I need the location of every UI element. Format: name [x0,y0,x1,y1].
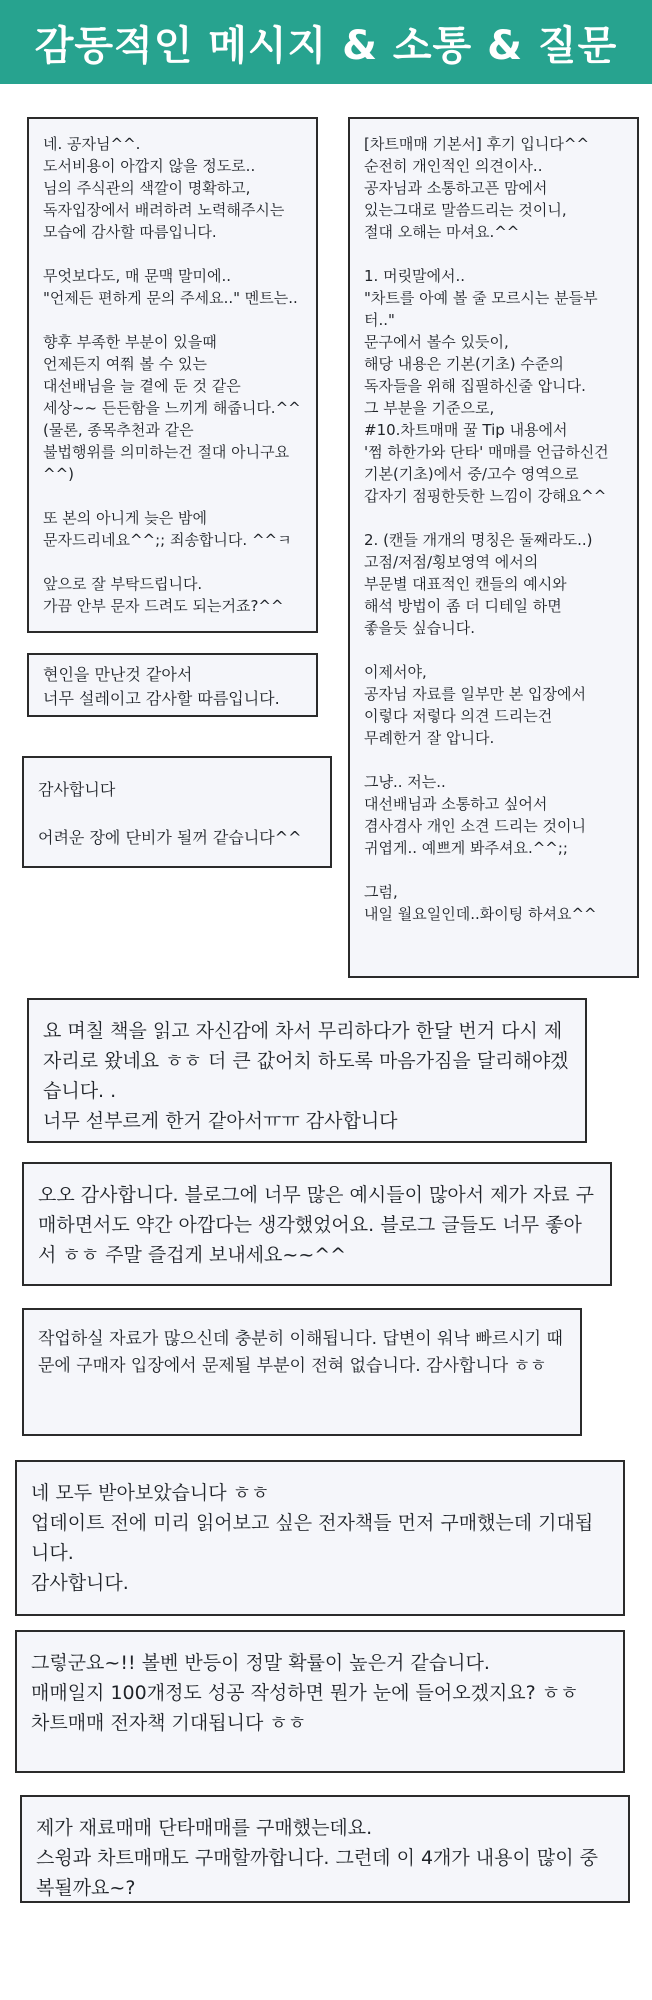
message-card: 제가 재료매매 단타매매를 구매했는데요. 스윙과 차트매매도 구매할까합니다. 그런데 이 4개가 내용이 많이 중복될까요~? [20,1795,630,1903]
message-card: 오오 감사합니다. 블로그에 너무 많은 예시들이 많아서 제가 자료 구매하면서도 약간 아깝다는 생각했었어요. 블로그 글들도 너무 좋아서 ㅎㅎ 주말 즐겁게 보내세요~~^^ [22,1162,612,1286]
message-card: 네 모두 받아보았습니다 ㅎㅎ 업데이트 전에 미리 읽어보고 싶은 전자책들 먼저 구매했는데 기대됩니다. 감사합니다. [15,1460,625,1616]
message-card: 현인을 만난것 같아서 너무 설레이고 감사할 따름입니다. [27,653,318,717]
message-card: 감사합니다 어려운 장에 단비가 될꺼 같습니다^^ [22,756,332,868]
page-header [0,0,652,84]
message-card: 요 며칠 책을 읽고 자신감에 차서 무리하다가 한달 번거 다시 제자리로 왔네요 ㅎㅎ 더 큰 값어치 하도록 마음가짐을 달리해야겠습니다. . 너무 섣부르게 한거 같아서ㅠㅠ 감사합니다 [27,998,587,1143]
message-card: 그렇군요~!! 볼벤 반등이 정말 확률이 높은거 같습니다. 매매일지 100개정도 성공 작성하면 뭔가 눈에 들어오겠지요? ㅎㅎ 차트매매 전자책 기대됩니다 ㅎㅎ [15,1630,625,1773]
page-title: 감동적인 메시지 & 소통 & 질문 [34,22,618,69]
message-card: 작업하실 자료가 많으신데 충분히 이해됩니다. 답변이 워낙 빠르시기 때문에 구매자 입장에서 문제될 부분이 전혀 없습니다. 감사합니다 ㅎㅎ [22,1308,582,1436]
message-card: [차트매매 기본서] 후기 입니다^^ 순전히 개인적인 의견이사.. 공자님과 소통하고픈 맘에서 있는그대로 말씀드리는 것이니, 절대 오해는 마셔요.^^ 1. 머릿말에서.. "차트를 아예 볼 줄 모르시는 분들부터.." 문구에서 볼수 있듯이, 해당 내용은 기본(기초) 수준의 독자들을 위해 집필하신줄 압니다. 그 부분을 기준으로, #10.차트매매 꿀 Tip 내용에서 '쩜 하한가와 단타' 매매를 언급하신건 기본(기초)에서 중/고수 영역으로 갑자기 점핑한듯한 느낌이 강해요^^ 2. (캔들 개개의 명칭은 둘째라도..) 고점/저점/횡보영역 에서의 부문별 대표적인 캔들의 예시와 해석 방법이 좀 더 디테일 하면 좋을듯 싶습니다. 이제서야, 공자님 자료를 일부만 본 입장에서 이렇다 저렇다 의견 드리는건 무례한거 잘 압니다. 그냥.. 저는.. 대선배님과 소통하고 싶어서 겸사겸사 개인 소견 드리는 것이니 귀엽게.. 예쁘게 봐주셔요.^^;; 그럼, 내일 월요일인데..화이팅 하셔요^^ [348,117,639,978]
message-card: 네. 공자님^^. 도서비용이 아깝지 않을 정도로.. 님의 주식관의 색깔이 명확하고, 독자입장에서 배려하려 노력해주시는 모습에 감사할 따름입니다. 무엇보다도, 매 문맥 말미에.. "언제든 편하게 문의 주세요.." 멘트는.. 향후 부족한 부분이 있을때 언제든지 여쭤 볼 수 있는 대선배님을 늘 곁에 둔 것 같은 세상~~ 든든함을 느끼게 해줍니다.^^ (물론, 종목추천과 같은 불법행위를 의미하는건 절대 아니구요^^) 또 본의 아니게 늦은 밤에 문자드리네요^^;; 죄송합니다. ^^ㅋ 앞으로 잘 부탁드립니다. 가끔 안부 문자 드려도 되는거죠?^^ [27,117,318,633]
